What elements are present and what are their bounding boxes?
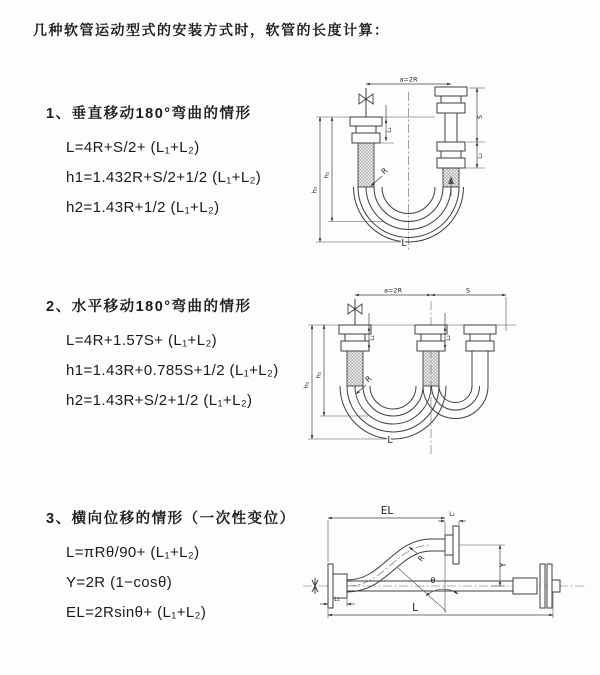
right-flange-lower <box>437 142 465 168</box>
radius-label: R <box>363 373 374 385</box>
dim-l <box>328 592 553 618</box>
braided-hose-middle <box>423 351 439 386</box>
break-mark-icon <box>312 578 318 594</box>
dim-l2 <box>438 512 466 525</box>
dim-label-y: Y <box>498 562 508 568</box>
dim-label-el: EL <box>380 505 394 517</box>
braided-hose-right <box>443 168 459 187</box>
left-flange <box>350 117 382 143</box>
dim-label-s: S <box>476 114 484 120</box>
dim-label-s: S <box>465 286 471 295</box>
formula-h1: h1=1.43R+0.785S+1/2 (L₁+L₂) <box>66 362 279 379</box>
formula-length: L=4R+1.57S+ (L₁+L₂) <box>66 332 218 349</box>
right-flange-moved <box>464 325 496 386</box>
formula-el: EL=2Rsinθ+ (L₁+L₂) <box>66 604 207 621</box>
dim-label-h1: h₁ <box>310 186 319 194</box>
angle-label: θ <box>430 576 436 585</box>
radius-label: R <box>379 165 390 177</box>
hose-u-bend-original <box>340 386 446 439</box>
dim-l1 <box>320 597 355 607</box>
braided-hose-left <box>347 351 363 386</box>
braided-hose-left <box>358 143 374 187</box>
dim-label-l2: L₂ <box>449 512 455 518</box>
formula-h1: h1=1.432R+S/2+1/2 (L₁+L₂) <box>66 169 262 186</box>
dim-label-h2: h₂ <box>322 171 331 179</box>
middle-flange <box>415 325 447 351</box>
radius-label: R <box>415 553 427 564</box>
dim-label-a2r: a=2R <box>399 75 418 84</box>
hose-u-bend-moved <box>423 386 488 419</box>
formula-length: L=πRθ/90+ (L₁+L₂) <box>66 544 200 561</box>
hose-s-curve-displaced <box>347 539 431 592</box>
dim-s-l2 <box>461 88 485 168</box>
dim-label-l1: L₁ <box>370 335 376 341</box>
dim-s <box>431 287 506 332</box>
dim-label-l1: L₁ <box>334 597 340 603</box>
dim-a2r <box>355 287 431 296</box>
formula-h2: h2=1.43R+S/2+1/2 (L₁+L₂) <box>66 392 253 409</box>
dim-label-l2: L₂ <box>478 153 484 159</box>
formula-y: Y=2R (1−cosθ) <box>66 574 173 591</box>
dim-label-h1: h₁ <box>302 381 311 389</box>
valve-icon <box>359 88 373 117</box>
formula-h2: h2=1.43R+1/2 (L₁+L₂) <box>66 199 220 216</box>
section-2-heading: 2、水平移动180°弯曲的情形 <box>46 299 252 315</box>
section-3-heading: 3、横向位移的情形（一次性变位） <box>46 511 296 527</box>
section-1 <box>46 104 261 223</box>
dim-y <box>459 545 508 586</box>
length-label: L <box>387 435 393 446</box>
page-title: 几种软管运动型式的安装方式时，软管的长度计算： <box>33 22 390 38</box>
diagram-lateral-displacement <box>295 498 595 650</box>
dim-label-h2: h₂ <box>314 371 323 379</box>
dim-label-l: L <box>412 602 418 614</box>
diagram-horizontal-180-bend <box>298 283 590 463</box>
section-2 <box>46 297 279 416</box>
formula-length: L=4R+S/2+ (L₁+L₂) <box>66 139 200 156</box>
dim-el <box>328 505 445 562</box>
length-label: L <box>401 238 407 249</box>
section-1-heading: 1、垂直移动180°弯曲的情形 <box>46 106 252 122</box>
dim-a2r <box>366 76 451 85</box>
left-flange <box>339 325 371 351</box>
right-pipe <box>445 113 457 142</box>
valve-icon <box>348 299 362 325</box>
radius-callout <box>409 547 426 563</box>
dim-label-a2r: a=2R <box>383 286 403 295</box>
dim-label-l2: L₂ <box>446 335 452 341</box>
dim-label-l1: L₁ <box>387 127 393 133</box>
right-flange-top <box>435 87 467 113</box>
diagram-vertical-180-bend <box>298 72 528 272</box>
section-3 <box>46 509 296 628</box>
